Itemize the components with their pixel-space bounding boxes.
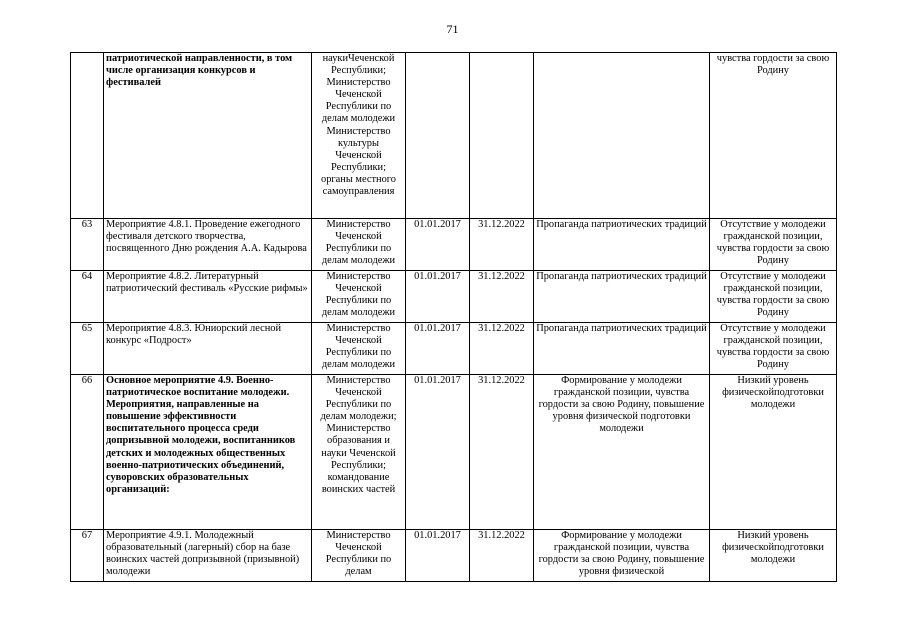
row-number-cell: 66 — [71, 375, 104, 530]
executor-cell: Министерство Чеченской Республики по делам молодежи — [312, 219, 406, 271]
table-row — [71, 323, 837, 375]
row-number-cell: 63 — [71, 219, 104, 271]
executor-cell: Министерство Чеченской Республики по делам — [312, 530, 406, 582]
consequence-cell: чувства гордости за свою Родину — [710, 53, 837, 219]
row-number-cell — [71, 53, 104, 219]
start-date-cell — [406, 53, 470, 219]
consequence-cell: Отсутствие у молодежи гражданской позиции, чувства гордости за свою Родину — [710, 323, 837, 375]
activity-description-cell: Мероприятие 4.8.3. Юниорский лесной конкурс «Подрост» — [104, 323, 312, 375]
executor-cell: Министерство Чеченской Республики по делам молодежи; Министерство образования и науки Чеченской Республики; командование воинских частей — [312, 375, 406, 530]
end-date-cell: 31.12.2022 — [470, 530, 534, 582]
expected-result-cell: Пропаганда патриотических традиций — [534, 271, 710, 323]
table-row — [71, 271, 837, 323]
executor-cell: Министерство Чеченской Республики по делам молодежи — [312, 323, 406, 375]
row-number-cell: 64 — [71, 271, 104, 323]
consequence-cell: Низкий уровень физическойподготовки молодежи — [710, 375, 837, 530]
activity-description-cell: Мероприятие 4.8.1. Проведение ежегодного фестиваля детского творчества, посвященного Дню рождения А.А. Кадырова — [104, 219, 312, 271]
table-row — [71, 53, 837, 219]
expected-result-cell — [534, 53, 710, 219]
row-number-cell: 65 — [71, 323, 104, 375]
program-table — [70, 52, 837, 582]
activity-description-cell: патриотической направленности, в том числе организация конкурсов и фестивалей — [104, 53, 312, 219]
end-date-cell: 31.12.2022 — [470, 375, 534, 530]
executor-cell: Министерство Чеченской Республики по делам молодежи — [312, 271, 406, 323]
executor-cell: наукиЧеченской Республики; Министерство Чеченской Республики по делам молодежи Министерство культуры Чеченской Республики; органы местного самоуправления — [312, 53, 406, 219]
expected-result-cell: Формирование у молодежи гражданской позиции, чувства гордости за свою Родину, повышение уровня физической подготовки молодежи — [534, 375, 710, 530]
table-body — [71, 53, 837, 582]
consequence-cell: Отсутствие у молодежи гражданской позиции, чувства гордости за свою Родину — [710, 219, 837, 271]
end-date-cell: 31.12.2022 — [470, 323, 534, 375]
expected-result-cell: Формирование у молодежи гражданской позиции, чувства гордости за свою Родину, повышение уровня физической — [534, 530, 710, 582]
start-date-cell: 01.01.2017 — [406, 323, 470, 375]
start-date-cell: 01.01.2017 — [406, 271, 470, 323]
table-row — [71, 530, 837, 582]
start-date-cell: 01.01.2017 — [406, 219, 470, 271]
activity-description-cell: Основное мероприятие 4.9. Военно-патриотическое воспитание молодежи. Мероприятия, направленные на повышение эффективности воспитательного процесса среди допризывной молодежи, воспитанников детских и молодежных общественных военно-патриотических объединений, суворовских образовательных организаций: — [104, 375, 312, 530]
end-date-cell: 31.12.2022 — [470, 271, 534, 323]
expected-result-cell: Пропаганда патриотических традиций — [534, 323, 710, 375]
start-date-cell: 01.01.2017 — [406, 530, 470, 582]
activity-description-cell: Мероприятие 4.8.2. Литературный патриотический фестиваль «Русские рифмы» — [104, 271, 312, 323]
activity-description-cell: Мероприятие 4.9.1. Молодежный образовательный (лагерный) сбор на базе воинских частей допризывной (призывной) молодежи — [104, 530, 312, 582]
consequence-cell: Отсутствие у молодежи гражданской позиции, чувства гордости за свою Родину — [710, 271, 837, 323]
start-date-cell: 01.01.2017 — [406, 375, 470, 530]
end-date-cell — [470, 53, 534, 219]
row-number-cell: 67 — [71, 530, 104, 582]
page-number: 71 — [446, 22, 459, 36]
table-row — [71, 219, 837, 271]
table-row — [71, 375, 837, 530]
consequence-cell: Низкий уровень физическойподготовки молодежи — [710, 530, 837, 582]
expected-result-cell: Пропаганда патриотических традиций — [534, 219, 710, 271]
end-date-cell: 31.12.2022 — [470, 219, 534, 271]
